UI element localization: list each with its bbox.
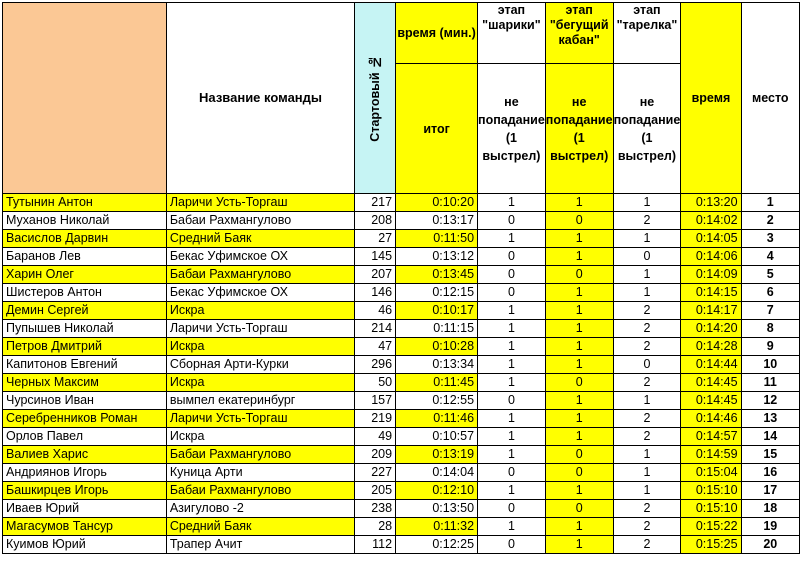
total-time: 0:10:17 — [396, 302, 478, 320]
table-row — [3, 446, 800, 464]
header-stage-plate-sub: не попадание (1 выстрел) — [613, 64, 681, 194]
total-time: 0:13:50 — [396, 500, 478, 518]
stage-boar-misses: 1 — [545, 302, 613, 320]
table-row — [3, 356, 800, 374]
table-row — [3, 230, 800, 248]
stage-balls-misses: 1 — [478, 374, 546, 392]
participant-name: Андриянов Игорь — [3, 464, 167, 482]
final-time: 0:14:57 — [681, 428, 741, 446]
stage-plate-misses: 1 — [613, 482, 681, 500]
total-time: 0:13:45 — [396, 266, 478, 284]
stage-boar-misses: 0 — [545, 464, 613, 482]
stage-boar-misses: 1 — [545, 194, 613, 212]
start-number: 238 — [355, 500, 396, 518]
stage-boar-misses: 1 — [545, 482, 613, 500]
team-name: Трапер Ачит — [166, 536, 354, 554]
place: 5 — [741, 266, 799, 284]
header-name-cell — [3, 3, 167, 194]
stage-plate-misses: 2 — [613, 428, 681, 446]
team-name: Средний Баяк — [166, 518, 354, 536]
stage-plate-misses: 2 — [613, 212, 681, 230]
total-time: 0:13:17 — [396, 212, 478, 230]
place: 15 — [741, 446, 799, 464]
place: 16 — [741, 464, 799, 482]
table-row — [3, 212, 800, 230]
participant-name: Муханов Николай — [3, 212, 167, 230]
final-time: 0:14:06 — [681, 248, 741, 266]
participant-name: Серебренников Роман — [3, 410, 167, 428]
table-row — [3, 500, 800, 518]
stage-boar-misses: 1 — [545, 518, 613, 536]
final-time: 0:15:10 — [681, 482, 741, 500]
final-time: 0:14:17 — [681, 302, 741, 320]
place: 19 — [741, 518, 799, 536]
final-time: 0:13:20 — [681, 194, 741, 212]
team-name: Ларичи Усть-Торгаш — [166, 194, 354, 212]
total-time: 0:12:55 — [396, 392, 478, 410]
team-name: Искра — [166, 374, 354, 392]
team-name: Куница Арти — [166, 464, 354, 482]
stage-boar-misses: 1 — [545, 230, 613, 248]
stage-boar-misses: 0 — [545, 266, 613, 284]
total-time: 0:12:25 — [396, 536, 478, 554]
place: 14 — [741, 428, 799, 446]
final-time: 0:14:28 — [681, 338, 741, 356]
team-name: Средний Баяк — [166, 230, 354, 248]
participant-name: Иваев Юрий — [3, 500, 167, 518]
team-name: вымпел екатеринбург — [166, 392, 354, 410]
place: 17 — [741, 482, 799, 500]
final-time: 0:14:02 — [681, 212, 741, 230]
stage-balls-misses: 0 — [478, 500, 546, 518]
participant-name: Куимов Юрий — [3, 536, 167, 554]
table-row — [3, 284, 800, 302]
final-time: 0:15:22 — [681, 518, 741, 536]
place: 12 — [741, 392, 799, 410]
stage-plate-misses: 1 — [613, 392, 681, 410]
stage-boar-misses: 1 — [545, 284, 613, 302]
start-number: 28 — [355, 518, 396, 536]
stage-boar-misses: 0 — [545, 374, 613, 392]
table-row — [3, 428, 800, 446]
team-name: Азигулово -2 — [166, 500, 354, 518]
stage-plate-misses: 1 — [613, 284, 681, 302]
stage-balls-misses: 1 — [478, 446, 546, 464]
stage-boar-misses: 1 — [545, 338, 613, 356]
team-name: Бекас Уфимское ОХ — [166, 284, 354, 302]
participant-name: Баранов Лев — [3, 248, 167, 266]
table-row — [3, 248, 800, 266]
participant-name: Валиев Харис — [3, 446, 167, 464]
header-start-number: Стартовый № — [355, 3, 396, 194]
final-time: 0:15:25 — [681, 536, 741, 554]
stage-plate-misses: 2 — [613, 518, 681, 536]
stage-balls-misses: 1 — [478, 518, 546, 536]
participant-name: Тутынин Антон — [3, 194, 167, 212]
participant-name: Чурсинов Иван — [3, 392, 167, 410]
table-row — [3, 302, 800, 320]
total-time: 0:13:12 — [396, 248, 478, 266]
total-time: 0:11:32 — [396, 518, 478, 536]
place: 1 — [741, 194, 799, 212]
stage-balls-misses: 0 — [478, 536, 546, 554]
start-number: 219 — [355, 410, 396, 428]
stage-plate-misses: 2 — [613, 410, 681, 428]
stage-boar-misses: 1 — [545, 428, 613, 446]
stage-plate-misses: 1 — [613, 464, 681, 482]
team-name: Бабаи Рахмангулово — [166, 446, 354, 464]
start-number: 214 — [355, 320, 396, 338]
stage-plate-misses: 2 — [613, 500, 681, 518]
header-total: итог — [396, 64, 478, 194]
start-number: 217 — [355, 194, 396, 212]
participant-name: Харин Олег — [3, 266, 167, 284]
stage-boar-misses: 0 — [545, 500, 613, 518]
team-name: Сборная Арти-Курки — [166, 356, 354, 374]
start-number: 47 — [355, 338, 396, 356]
total-time: 0:13:19 — [396, 446, 478, 464]
start-number: 50 — [355, 374, 396, 392]
team-name: Ларичи Усть-Торгаш — [166, 410, 354, 428]
stage-balls-misses: 1 — [478, 302, 546, 320]
total-time: 0:11:46 — [396, 410, 478, 428]
stage-boar-misses: 1 — [545, 248, 613, 266]
stage-balls-misses: 1 — [478, 230, 546, 248]
start-number: 46 — [355, 302, 396, 320]
place: 7 — [741, 302, 799, 320]
final-time: 0:15:10 — [681, 500, 741, 518]
stage-balls-misses: 0 — [478, 266, 546, 284]
table-row — [3, 374, 800, 392]
stage-balls-misses: 1 — [478, 320, 546, 338]
place: 6 — [741, 284, 799, 302]
participant-name: Петров Дмитрий — [3, 338, 167, 356]
stage-balls-misses: 1 — [478, 410, 546, 428]
header-stage-running-boar: этап "бегущий кабан" — [545, 3, 613, 64]
table-row — [3, 464, 800, 482]
table-row — [3, 536, 800, 554]
team-name: Бабаи Рахмангулово — [166, 482, 354, 500]
team-name: Искра — [166, 338, 354, 356]
stage-balls-misses: 0 — [478, 212, 546, 230]
stage-plate-misses: 1 — [613, 266, 681, 284]
stage-balls-misses: 1 — [478, 194, 546, 212]
start-number: 208 — [355, 212, 396, 230]
stage-boar-misses: 0 — [545, 446, 613, 464]
team-name: Ларичи Усть-Торгаш — [166, 320, 354, 338]
participant-name: Черных Максим — [3, 374, 167, 392]
stage-boar-misses: 1 — [545, 356, 613, 374]
start-number: 112 — [355, 536, 396, 554]
results-table — [2, 2, 800, 554]
header-stage-plate: этап "тарелка" — [613, 3, 681, 64]
place: 3 — [741, 230, 799, 248]
stage-plate-misses: 2 — [613, 536, 681, 554]
team-name: Бабаи Рахмангулово — [166, 212, 354, 230]
total-time: 0:11:15 — [396, 320, 478, 338]
final-time: 0:14:15 — [681, 284, 741, 302]
stage-balls-misses: 0 — [478, 392, 546, 410]
stage-plate-misses: 2 — [613, 302, 681, 320]
place: 18 — [741, 500, 799, 518]
start-number: 49 — [355, 428, 396, 446]
stage-balls-misses: 1 — [478, 338, 546, 356]
total-time: 0:14:04 — [396, 464, 478, 482]
stage-plate-misses: 2 — [613, 320, 681, 338]
place: 10 — [741, 356, 799, 374]
final-time: 0:14:44 — [681, 356, 741, 374]
start-number: 27 — [355, 230, 396, 248]
participant-name: Демин Сергей — [3, 302, 167, 320]
final-time: 0:14:59 — [681, 446, 741, 464]
header-team: Название команды — [166, 3, 354, 194]
final-time: 0:15:04 — [681, 464, 741, 482]
participant-name: Шистеров Антон — [3, 284, 167, 302]
stage-plate-misses: 0 — [613, 356, 681, 374]
participant-name: Капитонов Евгений — [3, 356, 167, 374]
stage-balls-misses: 1 — [478, 356, 546, 374]
start-number: 146 — [355, 284, 396, 302]
table-row — [3, 194, 800, 212]
header-time-min: время (мин.) — [396, 3, 478, 64]
team-name: Бекас Уфимское ОХ — [166, 248, 354, 266]
start-number: 205 — [355, 482, 396, 500]
start-number: 145 — [355, 248, 396, 266]
participant-name: Магасумов Тансур — [3, 518, 167, 536]
participant-name: Васислов Дарвин — [3, 230, 167, 248]
stage-plate-misses: 2 — [613, 338, 681, 356]
stage-boar-misses: 1 — [545, 536, 613, 554]
place: 8 — [741, 320, 799, 338]
table-row — [3, 266, 800, 284]
total-time: 0:11:50 — [396, 230, 478, 248]
total-time: 0:11:45 — [396, 374, 478, 392]
total-time: 0:13:34 — [396, 356, 478, 374]
stage-plate-misses: 1 — [613, 194, 681, 212]
total-time: 0:12:15 — [396, 284, 478, 302]
table-row — [3, 410, 800, 428]
team-name: Искра — [166, 302, 354, 320]
final-time: 0:14:46 — [681, 410, 741, 428]
stage-boar-misses: 1 — [545, 320, 613, 338]
start-number: 209 — [355, 446, 396, 464]
place: 11 — [741, 374, 799, 392]
header-stage-balls-sub: не попадание (1 выстрел) — [478, 64, 546, 194]
table-row — [3, 482, 800, 500]
stage-boar-misses: 1 — [545, 392, 613, 410]
start-number: 227 — [355, 464, 396, 482]
table-row — [3, 320, 800, 338]
final-time: 0:14:05 — [681, 230, 741, 248]
stage-plate-misses: 0 — [613, 248, 681, 266]
table-row — [3, 518, 800, 536]
stage-balls-misses: 1 — [478, 482, 546, 500]
stage-boar-misses: 0 — [545, 212, 613, 230]
stage-boar-misses: 1 — [545, 410, 613, 428]
total-time: 0:12:10 — [396, 482, 478, 500]
stage-balls-misses: 1 — [478, 428, 546, 446]
table-row — [3, 338, 800, 356]
table-row — [3, 392, 800, 410]
start-number: 157 — [355, 392, 396, 410]
header-stage-boar-sub: не попадание (1 выстрел) — [545, 64, 613, 194]
total-time: 0:10:57 — [396, 428, 478, 446]
final-time: 0:14:20 — [681, 320, 741, 338]
total-time: 0:10:20 — [396, 194, 478, 212]
header-stage-balls: этап "шарики" — [478, 3, 546, 64]
start-number: 207 — [355, 266, 396, 284]
place: 2 — [741, 212, 799, 230]
stage-balls-misses: 0 — [478, 284, 546, 302]
place: 20 — [741, 536, 799, 554]
team-name: Бабаи Рахмангулово — [166, 266, 354, 284]
header-time: время — [681, 3, 741, 194]
header-place: место — [741, 3, 799, 194]
participant-name: Орлов Павел — [3, 428, 167, 446]
place: 4 — [741, 248, 799, 266]
final-time: 0:14:09 — [681, 266, 741, 284]
stage-plate-misses: 1 — [613, 230, 681, 248]
stage-plate-misses: 1 — [613, 446, 681, 464]
stage-balls-misses: 0 — [478, 248, 546, 266]
place: 9 — [741, 338, 799, 356]
team-name: Искра — [166, 428, 354, 446]
stage-plate-misses: 2 — [613, 374, 681, 392]
stage-balls-misses: 0 — [478, 464, 546, 482]
final-time: 0:14:45 — [681, 392, 741, 410]
total-time: 0:10:28 — [396, 338, 478, 356]
start-number: 296 — [355, 356, 396, 374]
participant-name: Пупышев Николай — [3, 320, 167, 338]
final-time: 0:14:45 — [681, 374, 741, 392]
place: 13 — [741, 410, 799, 428]
participant-name: Башкирцев Игорь — [3, 482, 167, 500]
